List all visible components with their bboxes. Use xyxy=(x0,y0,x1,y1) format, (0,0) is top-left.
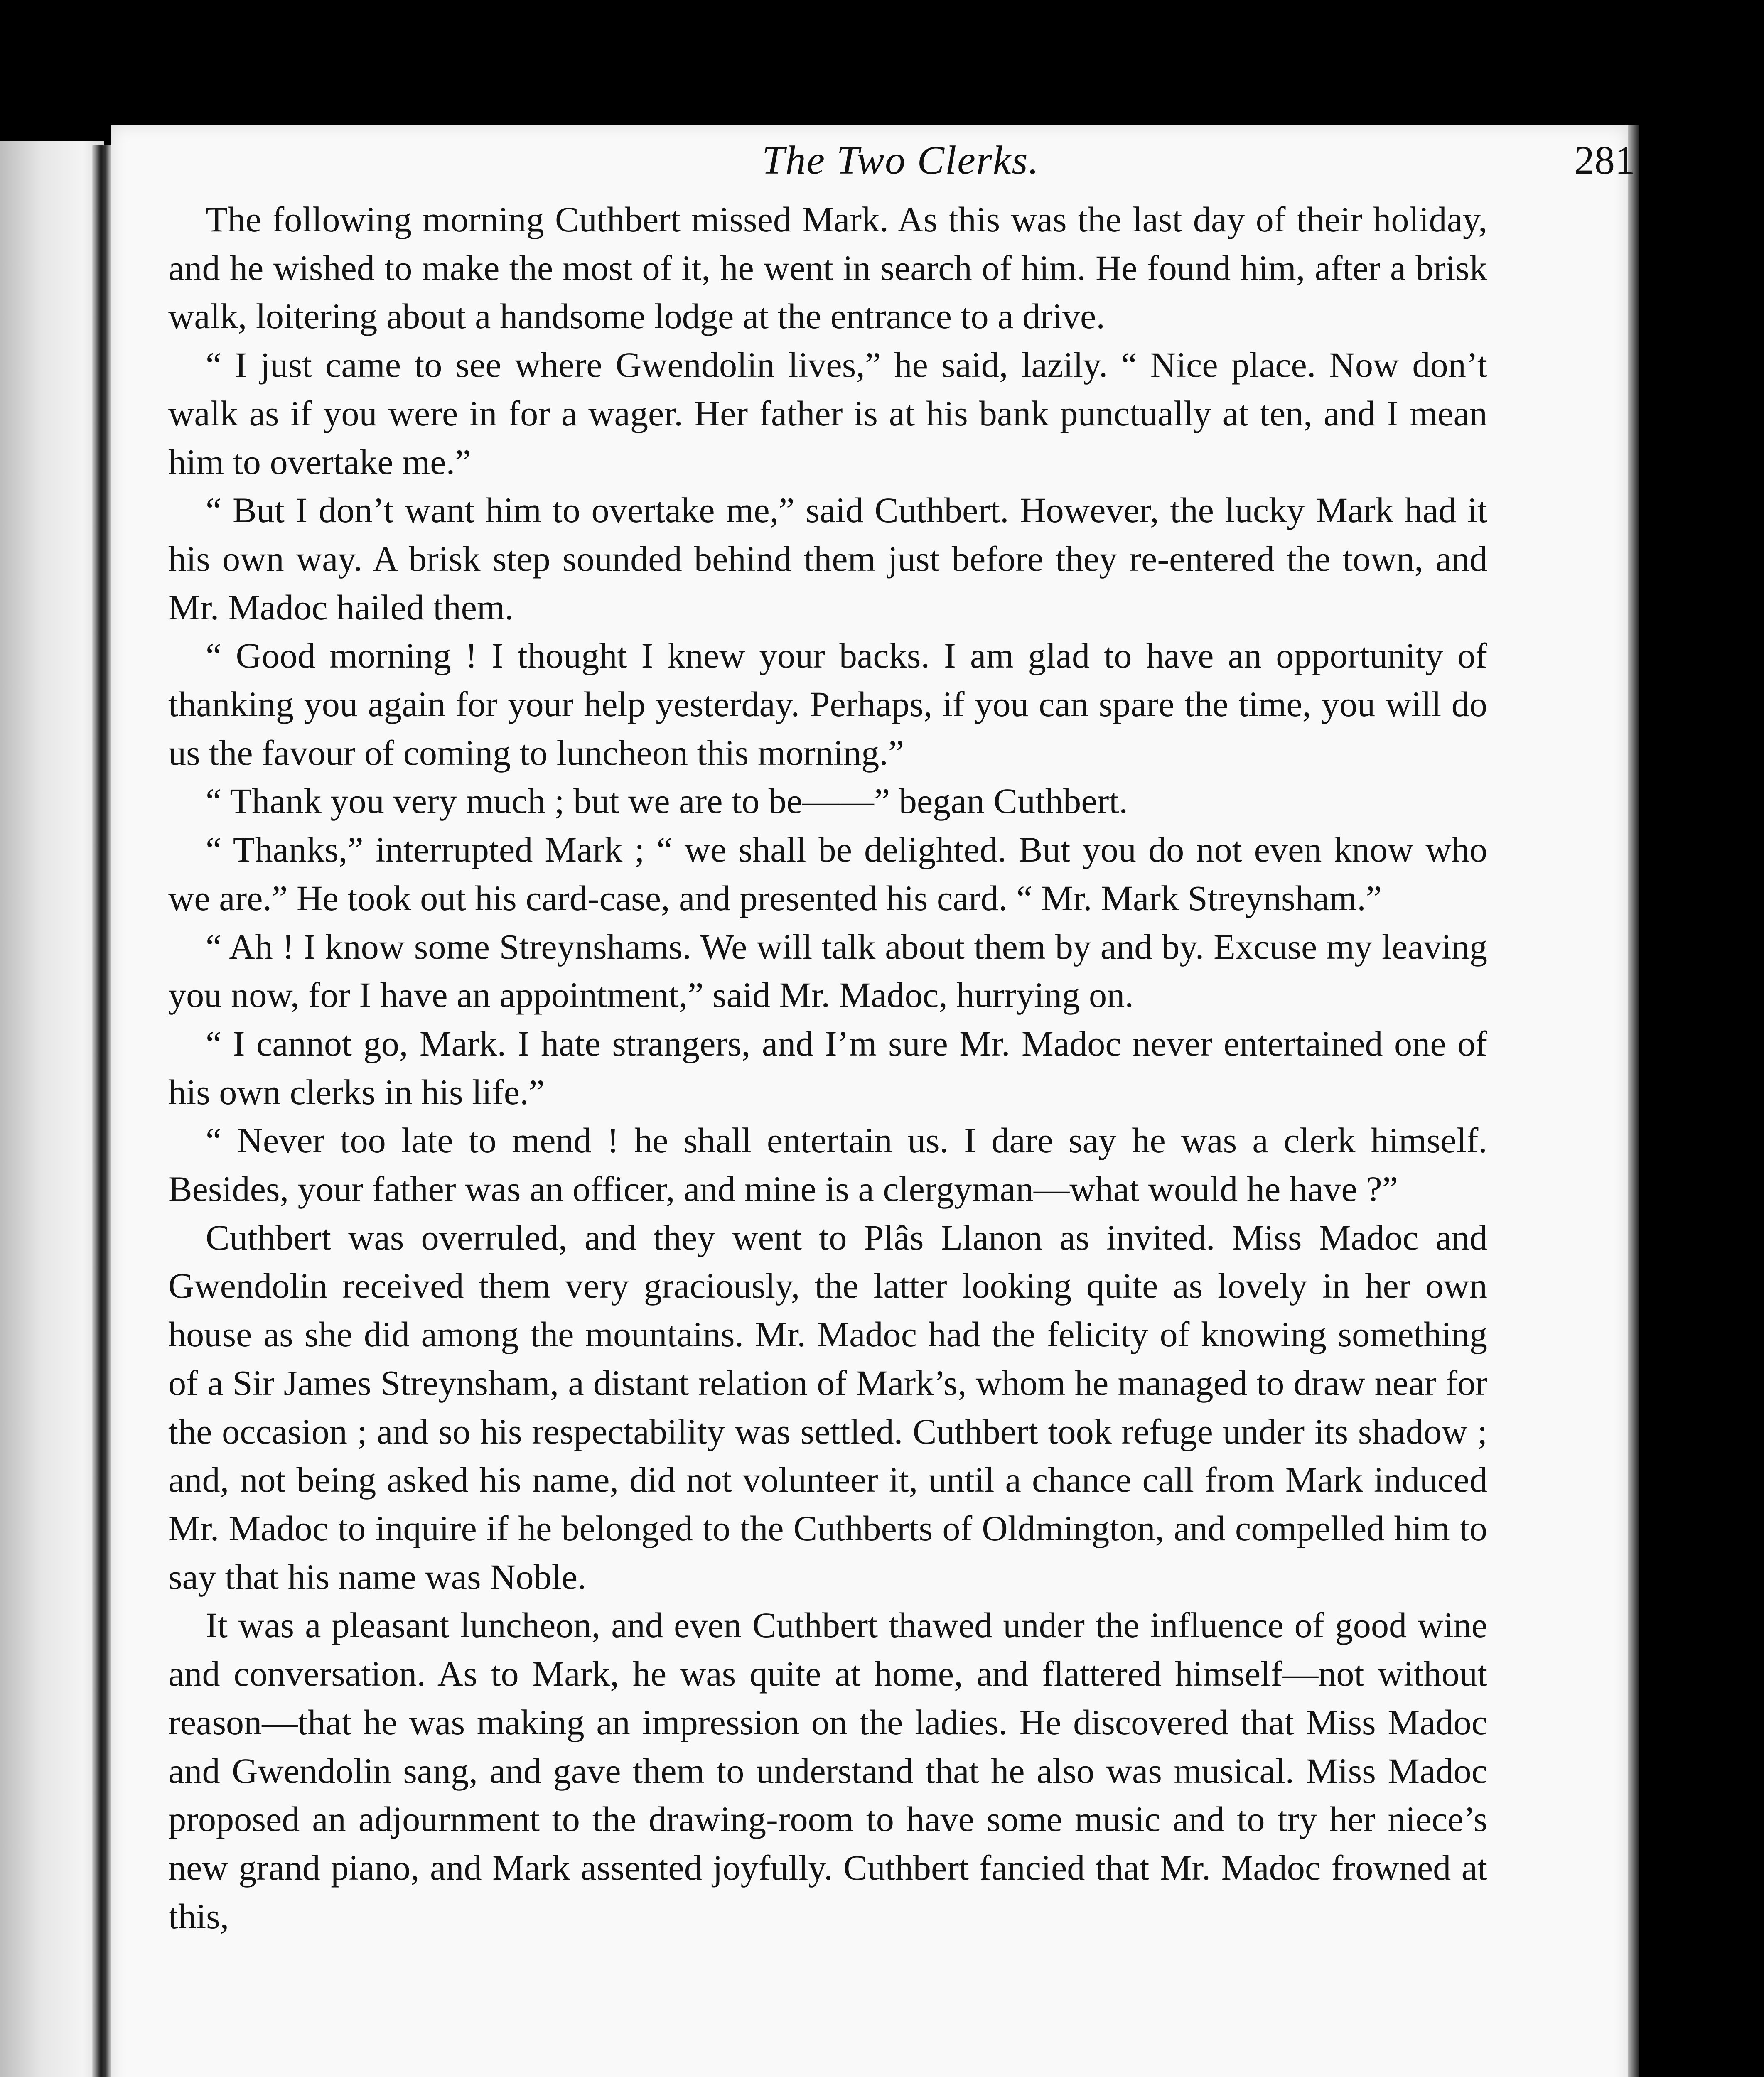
paragraph: “ But I don’t want him to overtake me,” said Cuthbert. However, the lucky Mark had it his own way. A brisk step sounded behind them just before they re-entered the town, and Mr. Madoc hailed them. xyxy=(168,490,1487,627)
paragraph: “ Never too late to mend ! he shall entertain us. I dare say he was a clerk himself. Besides, your father was an officer, and mine is a clergyman—what would he have ?” xyxy=(168,1120,1487,1209)
paragraph: “ I cannot go, Mark. I hate strangers, and I’m sure Mr. Madoc never entertained one of his own clerks in his life.” xyxy=(168,1023,1487,1112)
page-edge xyxy=(1628,125,1639,2077)
paragraph: “ Ah ! I know some Streynshams. We will talk about them by and by. Excuse my leaving you now, for I have an appointment,” said Mr. Madoc, hurrying on. xyxy=(168,926,1487,1015)
paragraph: The following morning Cuthbert missed Mark. As this was the last day of their holiday, and he wished to make the most of it, he went in search of him. He found him, after a brisk walk, loitering about a handsome lodge at the entrance to a drive. xyxy=(168,199,1487,336)
paragraph: “ Thanks,” interrupted Mark ; “ we shall be delighted. But you do not even know who we are.” He took out his card-case, and presented his card. “ Mr. Mark Streynsham.” xyxy=(168,830,1487,918)
running-title: The Two Clerks. xyxy=(762,138,1039,183)
page-number: 281 xyxy=(1574,138,1635,183)
page-header xyxy=(166,137,1635,191)
body-text xyxy=(168,195,1487,2077)
paragraph: “ Good morning ! I thought I knew your backs. I am glad to have an opportunity of thanking you again for your help yesterday. Perhaps, if you can spare the time, you will do us the favour of coming to luncheon this morning.” xyxy=(168,636,1487,773)
paragraph: It was a pleasant luncheon, and even Cuthbert thawed under the influence of good wine and conversation. As to Mark, he was quite at home, and flattered himself—not without reason—that he was making an impression on the ladies. He discovered that Miss Madoc and Gwendolin sang, and gave them to understand that he also was musical. Miss Madoc proposed an adjournment to the drawing-room to have some music and to try her niece’s new grand piano, and Mark assented joyfully. Cuthbert fancied that Mr. Madoc frowned at this, xyxy=(168,1605,1487,1936)
previous-page-edge xyxy=(0,141,104,2077)
paragraph: “ Thank you very much ; but we are to be——” began Cuthbert. xyxy=(206,781,1128,821)
book-gutter xyxy=(92,145,111,2077)
paragraph: Cuthbert was overruled, and they went to Plâs Llanon as invited. Miss Madoc and Gwendolin received them very graciously, the latter looking quite as lovely in her own house as she did among the mountains. Mr. Madoc had the felicity of knowing something of a Sir James Streynsham, a distant relation of Mark’s, whom he managed to draw near for the occasion ; and so his respectability was settled. Cuthbert took refuge under its shadow ; and, not being asked his name, did not volunteer it, until a chance call from Mark induced Mr. Madoc to inquire if he belonged to the Cuthberts of Oldmington, and compelled him to say that his name was Noble. xyxy=(168,1217,1487,1597)
paragraph: “ I just came to see where Gwendolin lives,” he said, lazily. “ Nice place. Now don’t walk as if you were in for a wager. Her father is at his bank punctually at ten, and I mean him to overtake me.” xyxy=(168,345,1487,482)
